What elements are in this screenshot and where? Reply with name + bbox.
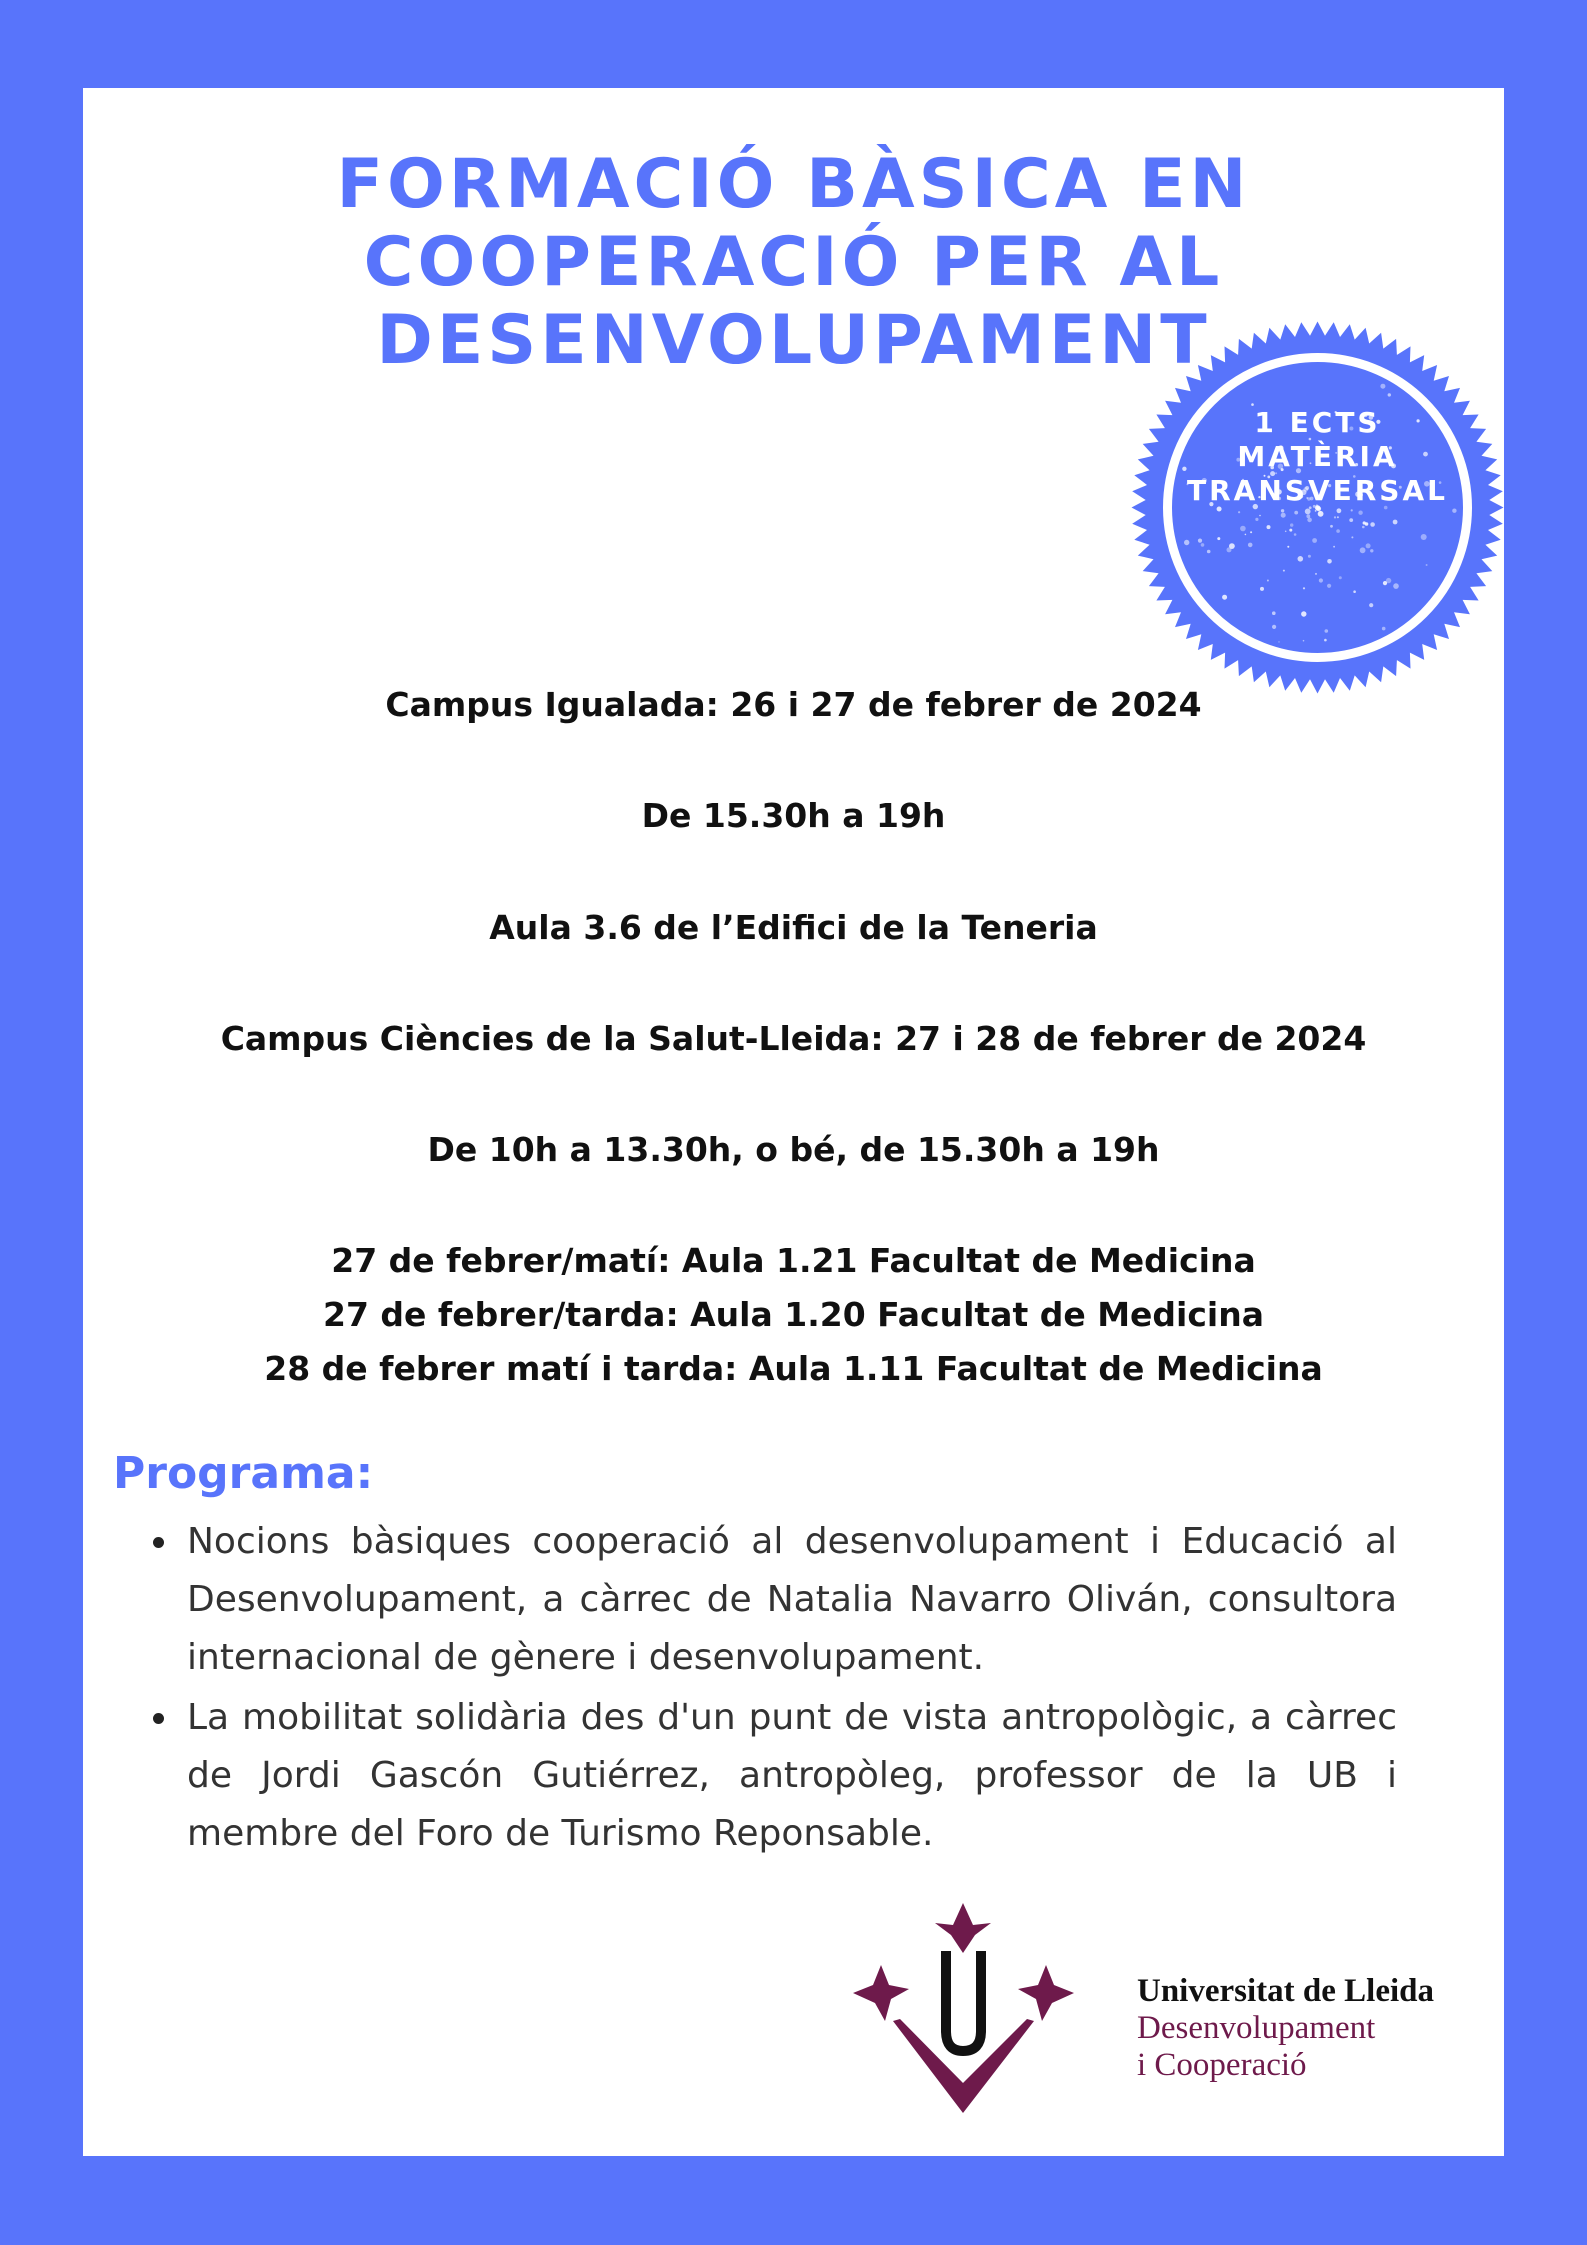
udl-logo-icon xyxy=(851,1903,1076,2133)
program-item-text: La mobilitat solidària des d'un punt de vista antropològic, a càrrec de Jordi Gascón Gutiérrez, antropòleg, professor de la UB i membre del Foro de Turismo Reponsable. xyxy=(187,1697,1397,1854)
badge-line: MATÈRIA xyxy=(1237,440,1398,473)
ects-badge xyxy=(1130,406,1505,508)
bullet-icon xyxy=(153,1713,164,1724)
title-line: FORMACIÓ BÀSICA EN xyxy=(336,145,1251,224)
badge-line: TRANSVERSAL xyxy=(1187,474,1448,507)
igualada-room: Aula 3.6 de l’Edifici de la Teneria xyxy=(489,908,1098,947)
program-item-text: Nocions bàsiques cooperació al desenvolupament i Educació al Desenvolupament, a càrrec de Natalia Navarro Oliván, consultora internacional de gènere i desenvolupament. xyxy=(187,1521,1397,1678)
igualada-schedule: De 15.30h a 19h xyxy=(641,796,946,835)
program-heading: Programa: xyxy=(113,1448,374,1499)
room-line: 27 de febrer/tarda: Aula 1.20 Facultat de Medicina xyxy=(323,1295,1264,1334)
lleida-campus-dates: Campus Ciències de la Salut-Lleida: 27 i 28 de febrer de 2024 xyxy=(220,1019,1367,1058)
bullet-icon xyxy=(153,1537,164,1548)
program-item xyxy=(187,1689,1397,1863)
lleida-schedule: De 10h a 13.30h, o bé, de 15.30h a 19h xyxy=(427,1130,1160,1169)
poster-panel xyxy=(83,88,1504,2156)
university-name: Universitat de Lleida xyxy=(1137,1973,1434,2009)
igualada-campus-dates: Campus Igualada: 26 i 27 de febrer de 2024 xyxy=(385,685,1202,724)
logo-subtitle-1: Desenvolupament xyxy=(1137,2010,1376,2046)
university-logo-text xyxy=(1137,1973,1434,2084)
lleida-rooms xyxy=(83,1234,1504,1396)
badge-line: 1 ECTS xyxy=(1254,406,1381,439)
logo-subtitle-2: i Cooperació xyxy=(1137,2047,1307,2083)
program-item xyxy=(187,1513,1397,1687)
program-list xyxy=(187,1513,1397,1865)
room-line: 28 de febrer matí i tarda: Aula 1.11 Facultat de Medicina xyxy=(264,1349,1323,1388)
title-line: DESENVOLUPAMENT xyxy=(376,301,1211,380)
room-line: 27 de febrer/matí: Aula 1.21 Facultat de Medicina xyxy=(331,1241,1256,1280)
title-line: COOPERACIÓ PER AL xyxy=(363,223,1224,302)
